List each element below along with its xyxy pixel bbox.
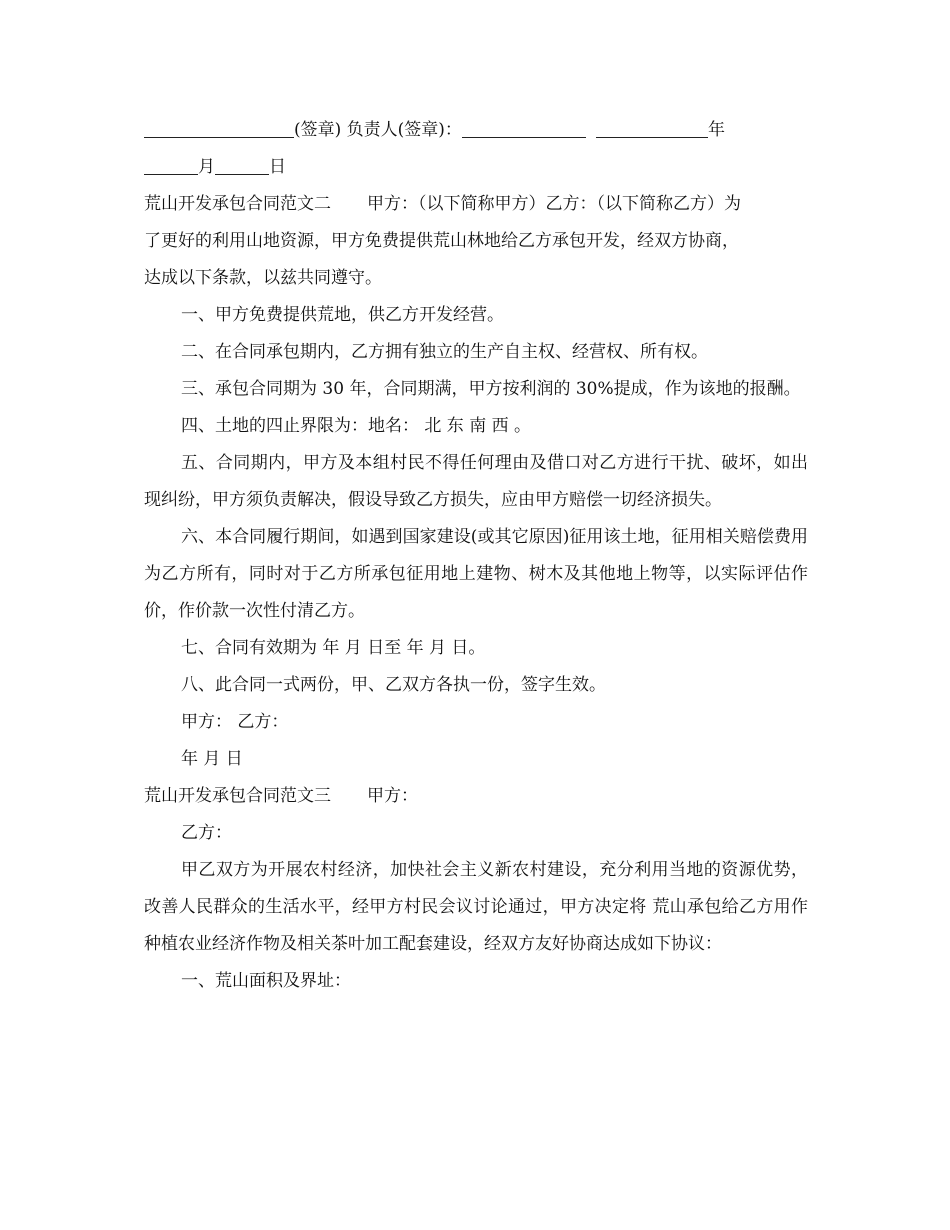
section3-heading: 荒山开发承包合同范文三 xyxy=(144,786,331,806)
blank-line xyxy=(462,119,586,138)
section3-heading-line xyxy=(144,778,808,815)
month-label: 月 xyxy=(198,157,215,177)
blank-line xyxy=(144,156,198,175)
section2-heading: 荒山开发承包合同范文二 xyxy=(144,194,331,214)
section2-intro-line2: 了更好的利用山地资源，甲方免费提供荒山林地给乙方承包开发，经双方协商， xyxy=(144,231,739,251)
section3-clause-1: 一、荒山面积及界址： xyxy=(181,971,351,991)
clause-5: 五、合同期内，甲方及本组村民不得任何理由及借口对乙方进行干扰、破坏，如出现纠纷，甲方须负责解决，假设导致乙方损失，应由甲方赔偿一切经济损失。 xyxy=(144,453,808,510)
section2-intro xyxy=(144,186,808,297)
responsible-label: 负责人(签章)： xyxy=(346,120,462,140)
blank-line xyxy=(596,119,708,138)
section3-party-a: 甲方： xyxy=(367,786,418,806)
section2-parties: 甲方：（以下简称甲方）乙方：（以下简称乙方）为 xyxy=(367,194,741,214)
seal-label: (签章) xyxy=(294,120,342,140)
clause-4: 四、土地的四止界限为：地名： 北 东 南 西 。 xyxy=(181,416,532,436)
year-label: 年 xyxy=(707,120,725,140)
clause-2: 二、在合同承包期内，乙方拥有独立的生产自主权、经营权、所有权。 xyxy=(181,342,708,362)
section2-intro-line3: 达成以下条款，以兹共同遵守。 xyxy=(144,268,382,288)
signature-line xyxy=(144,112,808,149)
clause-7: 七、合同有效期为 年 月 日至 年 月 日。 xyxy=(181,638,486,658)
clause-6: 六、本合同履行期间，如遇到国家建设(或其它原因)征用该土地，征用相关赔偿费用为乙方所有，同时对于乙方所承包征用地上建物、树木及其他地上物等，以实际评估作价，作价款一次性付清乙方。 xyxy=(144,527,808,621)
clause-1: 一、甲方免费提供荒地，供乙方开发经营。 xyxy=(181,305,504,325)
section3-intro: 甲乙双方为开展农村经济，加快社会主义新农村建设，充分利用当地的资源优势，改善人民群众的生活水平，经甲方村民会议讨论通过，甲方决定将 荒山承包给乙方用作种植农业经济作物及相关茶叶加工配套建设，经双方友好协商达成如下协议： xyxy=(144,860,808,954)
day-label: 日 xyxy=(269,157,286,177)
clause-8: 八、此合同一式两份，甲、乙双方各执一份，签字生效。 xyxy=(181,675,606,695)
clause-3: 三、承包合同期为 30 年，合同期满，甲方按利润的 30%提成，作为该地的报酬。 xyxy=(181,379,801,399)
section3-party-b: 乙方： xyxy=(181,823,232,843)
blank-line xyxy=(215,156,269,175)
document-body xyxy=(144,112,808,1000)
parties-signature: 甲方： 乙方： xyxy=(181,712,289,732)
signature-date: 年 月 日 xyxy=(181,749,243,769)
date-blank-line xyxy=(144,149,808,186)
blank-line xyxy=(144,119,294,138)
